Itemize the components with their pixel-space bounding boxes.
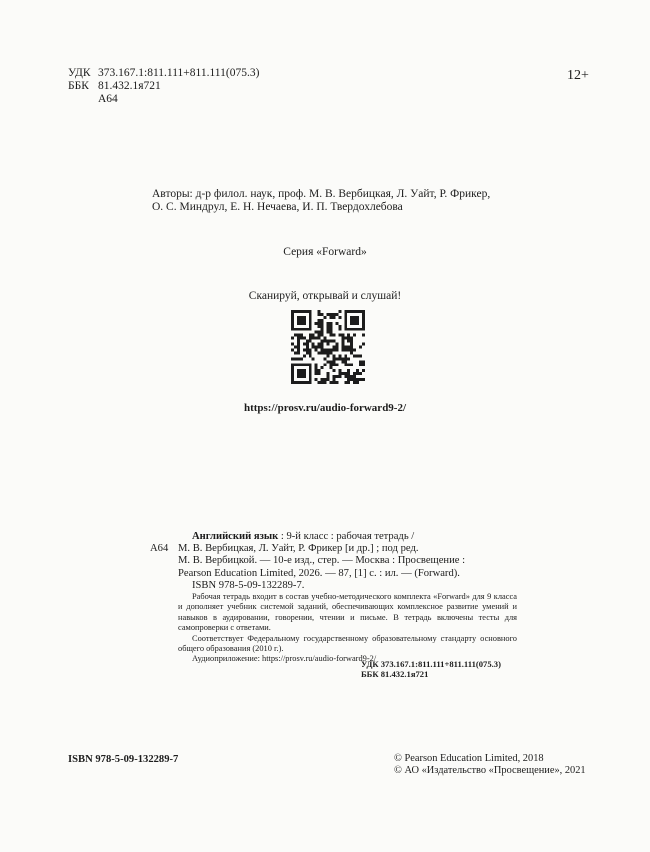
catalog-line-1 bbox=[178, 531, 517, 543]
catalog-isbn: ISBN 978-5-09-132289-7. bbox=[192, 579, 305, 591]
audio-url-link[interactable]: https://prosv.ru/audio-forward9-2/ bbox=[243, 402, 407, 414]
catalog-author-mark: А64 bbox=[150, 543, 169, 554]
isbn: ISBN 978-5-09-132289-7 bbox=[68, 754, 179, 765]
authors-block bbox=[152, 188, 552, 214]
series-title: Серия «Forward» bbox=[283, 246, 367, 258]
scan-prompt: Сканируй, открывай и слушай! bbox=[248, 290, 402, 302]
copyright-prosveshchenie: © АО «Издательство «Просвещение», 2021 bbox=[394, 764, 586, 776]
catalog-card bbox=[178, 531, 517, 665]
copyright-pearson: © Pearson Education Limited, 2018 bbox=[394, 753, 544, 764]
age-rating: 12+ bbox=[567, 68, 589, 83]
classification-codes bbox=[68, 67, 259, 106]
catalog-udk: УДК 373.167.1:811.111+811.111(075.3) bbox=[361, 659, 501, 669]
authors-line-2: О. С. Миндрул, Е. Н. Нечаева, И. П. Твердохлебова bbox=[152, 201, 403, 213]
bbk-label: ББК bbox=[68, 80, 89, 92]
author-mark-row bbox=[68, 93, 259, 106]
catalog-standard: Соответствует Федеральному государственному образовательному стандарту основного общего образования (2010 г.). bbox=[178, 633, 517, 654]
author-mark: А64 bbox=[98, 93, 118, 105]
udk-row bbox=[68, 67, 259, 80]
catalog-bbk: ББК 81.432.1я721 bbox=[361, 669, 429, 680]
catalog-line-2: М. В. Вербицкая, Л. Уайт, Р. Фрикер [и др.] ; под ред. bbox=[178, 543, 419, 555]
catalog-annotation: Рабочая тетрадь входит в состав учебно-методического комплекта «Forward» для 9 класса и дополняет учебник системой заданий, обеспечивающих комплексное развитие умений и навыков в аудировании, говорении, чтении и письме. В тетрадь включены тесты для самопроверки с ответами. bbox=[178, 592, 517, 633]
catalog-codes bbox=[361, 659, 501, 680]
udk-label: УДК bbox=[68, 67, 91, 79]
udk-value: 373.167.1:811.111+811.111(075.3) bbox=[98, 67, 260, 79]
authors-line-1: Авторы: д-р филол. наук, проф. М. В. Вербицкая, Л. Уайт, Р. Фрикер, bbox=[152, 188, 491, 200]
catalog-line-1-rest: : 9-й класс : рабочая тетрадь / bbox=[278, 531, 415, 542]
qr-code-icon[interactable] bbox=[291, 310, 365, 384]
copyright-block bbox=[394, 753, 586, 776]
bbk-row bbox=[68, 80, 259, 93]
catalog-line-3: М. В. Вербицкой. — 10-е изд., стер. — Москва : Просвещение : bbox=[178, 555, 466, 567]
catalog-line-4: Pearson Education Limited, 2026. — 87, [1] с. : ил. — (Forward). bbox=[178, 567, 460, 579]
catalog-book-title: Английский язык bbox=[192, 531, 279, 542]
bbk-value: 81.432.1я721 bbox=[98, 80, 161, 92]
catalog-audio-appendix: Аудиоприложение: https://prosv.ru/audio-forward9-2/ bbox=[192, 654, 377, 664]
